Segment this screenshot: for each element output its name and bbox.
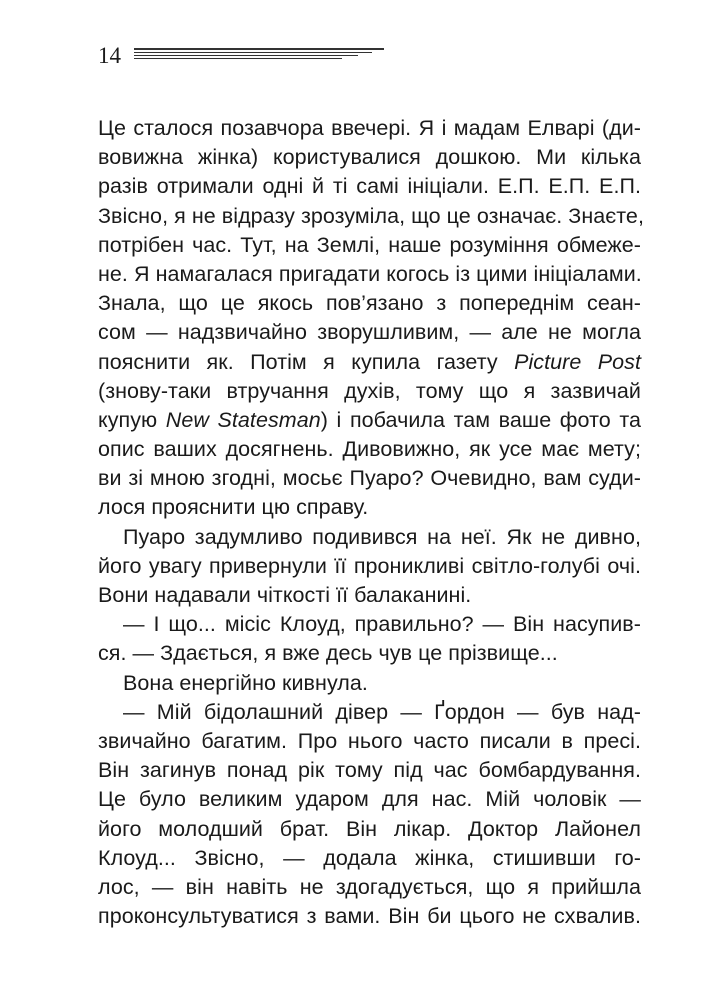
text-line: проконсультуватися з вами. Він би цього не схвалив.: [98, 904, 641, 929]
italic-title: Picture Post: [514, 349, 641, 374]
text-run: ) і побачила там ваше фото та: [320, 407, 641, 432]
header-rule: [134, 48, 384, 62]
text-line: ся. — Здається, я вже десь чув це прізвище...: [98, 641, 558, 666]
text-line: [98, 348, 641, 377]
text-line: звичайно багатим. Про нього часто писали в пресі.: [98, 728, 641, 753]
text-line: Клоуд... Звісно, — додала жінка, стишивши го-: [98, 845, 641, 870]
text-line: Знала, що це якось пов’язано з попереднім сеан-: [98, 291, 641, 316]
text-line: вовижна жінка) користувалися дошкою. Ми кілька: [98, 145, 641, 170]
text-line: Це було великим ударом для нас. Мій чоловік —: [98, 787, 641, 812]
header-rule-line: [134, 58, 342, 59]
text-line: Пуаро задумливо подивився на неї. Як не дивно,: [123, 524, 641, 549]
text-line: Звісно, я не відразу зрозуміла, що це означає. Знаєте,: [98, 203, 644, 228]
text-line: [98, 406, 641, 435]
text-line: лося прояснити цю справу.: [98, 495, 369, 520]
text-line: разів отримали одні й ті самі ініціали. Е.П. Е.П. Е.П.: [98, 174, 641, 199]
page-number: 14: [98, 43, 121, 68]
text-line: Це сталося позавчора ввечері. Я і мадам Елварі (ди-: [98, 116, 641, 140]
header-rule-line: [134, 52, 372, 53]
text-line: сом — надзвичайно зворушливим, — але не могла: [98, 320, 641, 345]
text-line: ви зі мною згодні, мосьє Пуаро? Очевидно, вам суди-: [98, 466, 641, 491]
body-text: [98, 114, 644, 931]
text-line: — Мій бідолашний дівер — Ґордон — був над-: [123, 699, 641, 724]
page-header: [98, 36, 398, 76]
text-line: Вона енергійно кивнула.: [123, 670, 368, 695]
text-line: — І що... місіс Клоуд, правильно? — Він насупив-: [123, 612, 641, 637]
text-line: (знову-таки втручання духів, тому що я зазвичай: [98, 378, 641, 403]
text-line: опис ваших досягнень. Дивовижно, як усе має мету;: [98, 437, 641, 462]
text-line: не. Я намагалася пригадати когось із цими ініціалами.: [98, 261, 642, 286]
text-line: потрібен час. Тут, на Землі, наше розуміння обмеже-: [98, 232, 641, 257]
text-line: його молодший брат. Він лікар. Доктор Лайонел: [98, 816, 641, 841]
text-line: лос, — він навіть не здогадується, що я прийшла: [98, 874, 641, 899]
text-line: його увагу привернули її проникливі світло-голубі очі.: [98, 553, 641, 578]
text-run: пояснити як. Потім я купила газету: [98, 349, 515, 374]
header-rule-line: [134, 48, 384, 50]
italic-title: New Statesman: [165, 407, 321, 432]
text-line: Вони надавали чіткості її балаканині.: [98, 583, 472, 607]
text-line: Він загинув понад рік тому під час бомбардування.: [98, 758, 641, 783]
header-rule-line: [134, 55, 358, 56]
text-run: купую: [98, 407, 166, 432]
